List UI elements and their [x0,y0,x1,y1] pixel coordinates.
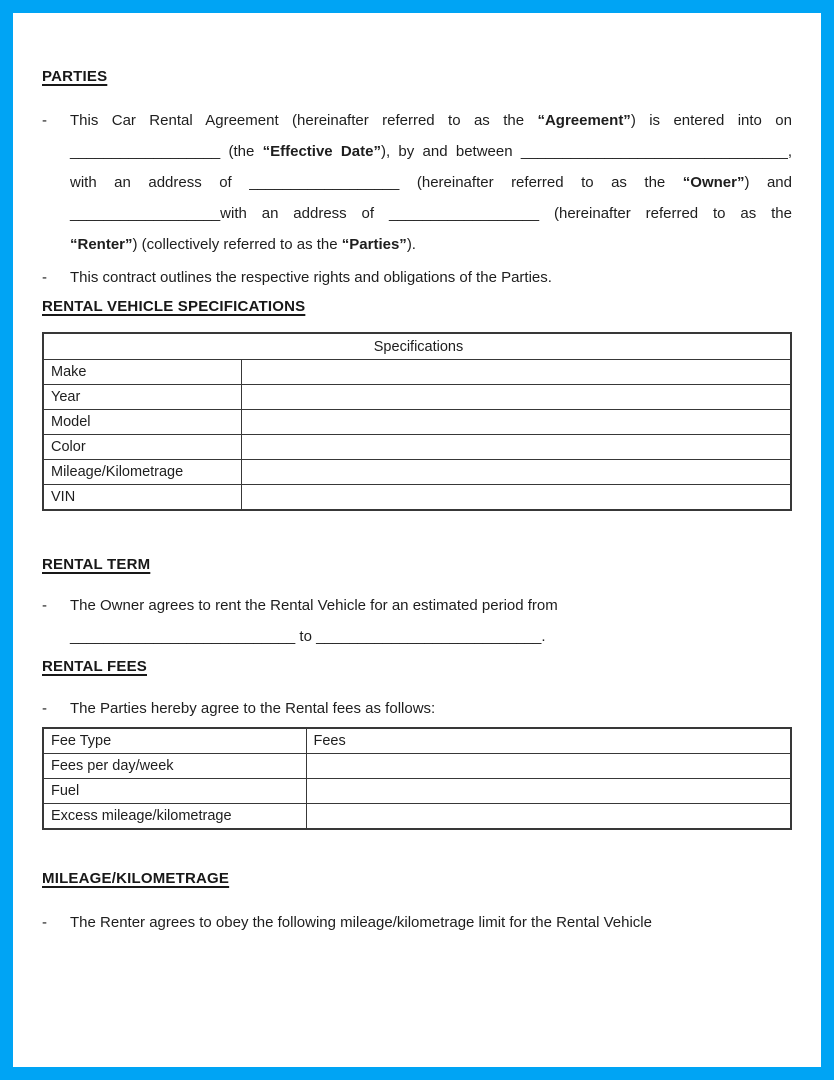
table-header-row [43,728,791,754]
fees-col2-header: Fees [306,728,791,754]
section-heading-rental-term: RENTAL TERM [42,556,151,573]
blank-field-owner-address: with an address of __________________ (hereinafter referred to as the [70,174,683,191]
fee-value-cell [306,779,791,804]
paragraph-line [70,229,792,260]
spec-label-cell: Mileage/Kilometrage [43,460,241,485]
table-row [43,804,791,830]
bullet-dash: - [42,597,47,614]
parties-paragraph-agreement [42,105,792,260]
table-row [43,754,791,779]
table-row [43,410,791,435]
mileage-paragraph [42,907,792,938]
paragraph-line [70,105,792,136]
spec-value-cell [241,360,791,385]
paragraph-line [70,167,792,198]
spec-value-cell [241,410,791,435]
document-page [13,13,821,1067]
spec-value-cell [241,460,791,485]
rental-fees-paragraph [42,693,792,724]
table-row [43,435,791,460]
table-row [43,485,791,511]
blank-field-rental-period: ___________________________ to ___________________________. [70,628,546,645]
fee-value-cell [306,804,791,830]
paragraph-line [70,136,792,167]
fee-label-cell: Excess mileage/kilometrage [43,804,306,830]
text-run-bold: “Renter” [70,236,133,253]
table-row [43,360,791,385]
parties-paragraph-contract [42,262,792,293]
rental-fees-table [42,727,792,830]
bullet-dash: - [42,112,47,129]
spec-label-cell: Make [43,360,241,385]
bullet-dash: - [42,269,47,286]
text-run-bold: “Effective Date” [262,143,381,160]
paragraph-text [70,105,792,260]
paragraph-line [70,198,792,229]
spec-value-cell [241,435,791,460]
fee-value-cell [306,754,791,779]
text-run: This Car Rental Agreement (hereinafter referred to as the [70,112,538,129]
text-run: ) (collectively referred to as the [132,236,342,253]
text-run: ) is entered into on [630,112,792,129]
section-heading-vehicle-specifications: RENTAL VEHICLE SPECIFICATIONS [42,298,306,315]
blank-field-effective-date: __________________ (the [70,143,263,160]
paragraph-text [70,590,792,652]
blank-field-owner-name: ), by and between ________________________________, [380,143,792,160]
fee-label-cell: Fuel [43,779,306,804]
spec-label-cell: Year [43,385,241,410]
table-row [43,779,791,804]
text-run: ). [406,236,416,253]
spec-label-cell: VIN [43,485,241,511]
fees-col1-header: Fee Type [43,728,306,754]
document-content [13,13,821,938]
blank-field-renter-name: __________________with an address of __________________ (hereinafter referred to as the [70,205,792,222]
spec-value-cell [241,385,791,410]
spec-label-cell: Color [43,435,241,460]
text-run-bold: “Agreement” [537,112,631,129]
spec-value-cell [241,485,791,511]
fee-label-cell: Fees per day/week [43,754,306,779]
text-run: ) and [744,174,792,191]
section-heading-rental-fees: RENTAL FEES [42,658,147,675]
section-heading-mileage: MILEAGE/KILOMETRAGE [42,870,230,887]
bullet-dash: - [42,914,47,931]
text-run-bold: “Owner” [682,174,745,191]
paragraph-text: The Renter agrees to obey the following mileage/kilometrage limit for the Rental Vehicle [70,914,652,931]
specs-table-header: Specifications [43,333,791,360]
vehicle-specifications-table [42,332,792,511]
section-heading-parties: PARTIES [42,68,108,85]
table-row [43,460,791,485]
paragraph-text: The Parties hereby agree to the Rental fees as follows: [70,700,436,717]
rental-term-paragraph [42,590,792,652]
table-header-row [43,333,791,360]
bullet-dash: - [42,700,47,717]
paragraph-line: The Owner agrees to rent the Rental Vehicle for an estimated period from [70,597,558,614]
spec-label-cell: Model [43,410,241,435]
text-run-bold: “Parties” [341,236,407,253]
table-row [43,385,791,410]
paragraph-text: This contract outlines the respective rights and obligations of the Parties. [70,269,552,286]
